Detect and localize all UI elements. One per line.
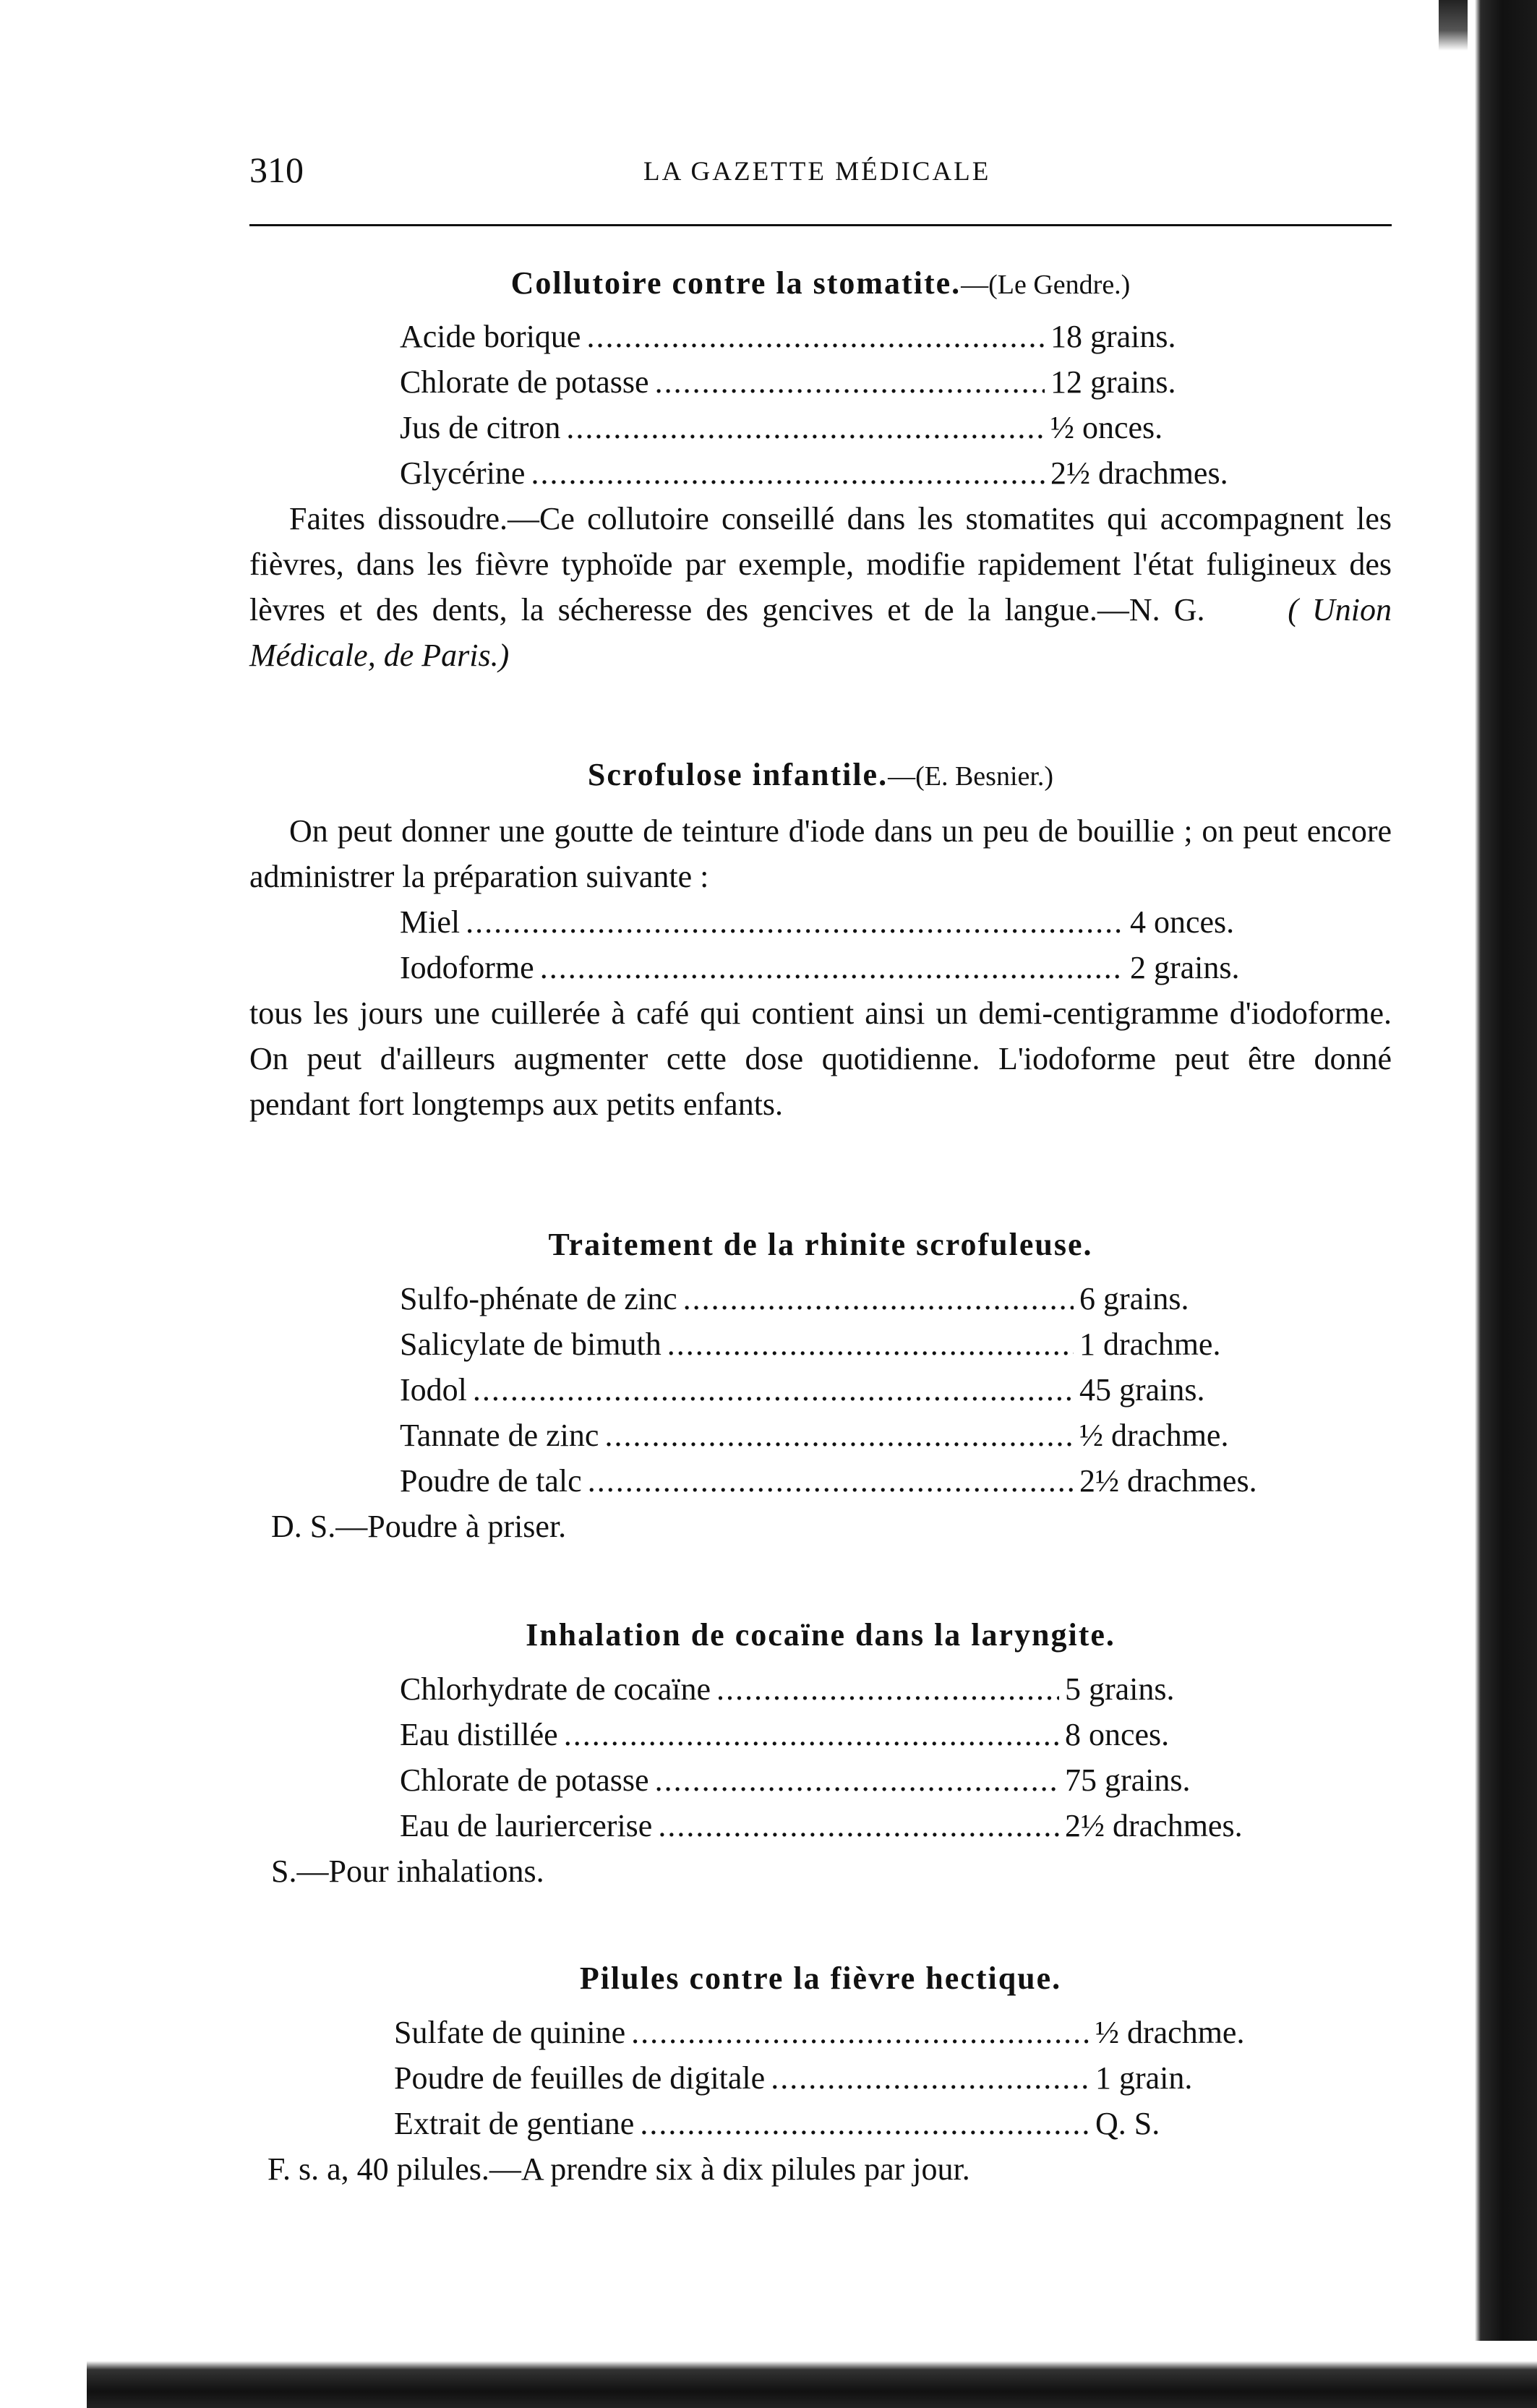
ingredient-name: Chlorhydrate de cocaïne (400, 1671, 711, 1707)
ingredient-name: Jus de citron (400, 410, 561, 445)
section-body: S.—Pour inhalations. (271, 1854, 544, 1889)
ingredient-qty: 12 grains. (1050, 364, 1176, 400)
title-attribution: —(E. Besnier.) (888, 761, 1054, 792)
body-text: Faites dissoudre.—Ce collutoire conseillé dans les stomatites qui accompagnent les fièvres, dans les fièvre typhoïde par exemple, modifie rapidement l'état fuligineux des lèvres et des dents, la sécheresse des gencives et de la langue.—N. G. (249, 501, 1392, 627)
ingredient-row (394, 2010, 1283, 2055)
leader-dots (667, 1321, 1074, 1367)
leader-dots (631, 2010, 1089, 2055)
ingredient-name: Salicylate de bimuth (400, 1327, 662, 1362)
title-attribution: —(Le Gendre.) (961, 270, 1131, 300)
ingredient-name: Chlorate de potasse (400, 1762, 649, 1798)
ingredient-name: Poudre de talc (400, 1463, 582, 1499)
leader-dots (473, 1367, 1074, 1413)
leader-dots (683, 1276, 1074, 1321)
leader-dots (640, 2101, 1089, 2146)
section-intro: On peut donner une goutte de teinture d'iode dans un peu de bouillie ; on peut encore administrer la préparation suivante : (249, 813, 1392, 894)
section-body: D. S.—Poudre à priser. (271, 1509, 567, 1544)
title-text: Collutoire contre la stomatite. (510, 265, 962, 301)
source-citation: ( Union Médicale, de Paris.) (249, 592, 1392, 673)
section-title (249, 260, 1392, 308)
ingredient-row (400, 1803, 1289, 1848)
ingredient-qty: 8 onces. (1065, 1717, 1170, 1752)
leader-dots (586, 314, 1045, 359)
ingredient-qty: 2½ drachmes. (1079, 1463, 1257, 1499)
ingredient-row (400, 1757, 1289, 1803)
section-pilules (249, 1955, 1392, 2192)
ingredient-name: Poudre de feuilles de digitale (394, 2060, 766, 2096)
ingredient-list (400, 1276, 1289, 1504)
scan-edge-right (1459, 0, 1537, 2408)
section-title: Inhalation de cocaïne dans la laryngite. (526, 1617, 1116, 1653)
ingredient-qty: ½ drachme. (1095, 2015, 1245, 2050)
ingredient-row (400, 405, 1289, 450)
ingredient-row (400, 1276, 1289, 1321)
section-body: F. s. a, 40 pilules.—A prendre six à dix pilules par jour. (267, 2151, 970, 2187)
ingredient-row (394, 2101, 1283, 2146)
ingredient-row (400, 1413, 1289, 1458)
leader-dots (540, 945, 1124, 990)
leader-dots (655, 359, 1045, 405)
ingredient-qty: 1 drachme. (1079, 1327, 1221, 1362)
section-scrofulose (249, 752, 1392, 1127)
leader-dots (716, 1666, 1059, 1712)
ingredient-row (400, 1712, 1289, 1757)
section-title (249, 752, 1392, 800)
running-head: LA GAZETTE MÉDICALE (643, 157, 991, 187)
ingredient-qty: 1 grain. (1095, 2060, 1193, 2096)
page-number: 310 (249, 150, 304, 190)
ingredient-row (400, 1321, 1289, 1367)
leader-dots (604, 1413, 1074, 1458)
page-header (249, 148, 1392, 199)
ingredient-name: Iodol (400, 1372, 467, 1407)
ingredient-qty: 5 grains. (1065, 1671, 1175, 1707)
title-text: Scrofulose infantile. (587, 757, 889, 792)
ingredient-row (400, 450, 1289, 496)
ingredient-name: Iodoforme (400, 950, 534, 985)
header-rule (249, 224, 1392, 226)
ingredient-qty: ½ drachme. (1079, 1418, 1229, 1453)
scan-edge-bottom (87, 2341, 1537, 2408)
section-title: Pilules contre la fièvre hectique. (579, 1961, 1062, 1996)
ingredient-row (400, 1458, 1289, 1504)
ingredient-qty: 4 onces. (1130, 904, 1235, 940)
leader-dots (564, 1712, 1059, 1757)
section-body: tous les jours une cuillerée à café qui contient ainsi un demi-centigramme d'iodoforme. On peut d'ailleurs augmenter cette dose quotidienne. L'iodoforme peut être donné pendant fort longtemps aux petits enfants. (249, 995, 1392, 1122)
ingredient-list (400, 1666, 1289, 1848)
ingredient-name: Chlorate de potasse (400, 364, 649, 400)
ingredient-row (400, 359, 1289, 405)
ingredient-qty: 75 grains. (1065, 1762, 1191, 1798)
ingredient-row (400, 1666, 1289, 1712)
section-collutoire (249, 260, 1392, 678)
ingredient-name: Miel (400, 904, 461, 940)
ingredient-name: Eau distillée (400, 1717, 558, 1752)
ingredient-qty: 6 grains. (1079, 1281, 1189, 1316)
leader-dots (466, 899, 1124, 945)
ingredient-name: Extrait de gentiane (394, 2106, 635, 2141)
ingredient-list (400, 314, 1289, 496)
ingredient-qty: 2 grains. (1130, 950, 1240, 985)
ingredient-name: Acide borique (400, 319, 581, 354)
ingredient-list (400, 899, 1289, 990)
ingredient-qty: 18 grains. (1050, 319, 1176, 354)
ingredient-qty: 45 grains. (1079, 1372, 1205, 1407)
ingredient-row (400, 945, 1289, 990)
ingredient-row (394, 2055, 1283, 2101)
ingredient-qty: 2½ drachmes. (1050, 455, 1228, 491)
scan-edge-corner (1439, 0, 1468, 51)
leader-dots (531, 450, 1045, 496)
ingredient-name: Sulfo-phénate de zinc (400, 1281, 677, 1316)
ingredient-row (400, 899, 1289, 945)
section-title: Traitement de la rhinite scrofuleuse. (548, 1227, 1093, 1262)
leader-dots (588, 1458, 1074, 1504)
section-cocaine (249, 1612, 1392, 1894)
ingredient-qty: ½ onces. (1050, 410, 1163, 445)
ingredient-qty: Q. S. (1095, 2106, 1160, 2141)
leader-dots (655, 1757, 1059, 1803)
leader-dots (658, 1803, 1059, 1848)
ingredient-list (394, 2010, 1283, 2146)
section-rhinite (249, 1222, 1392, 1549)
leader-dots (771, 2055, 1089, 2101)
ingredient-row (400, 1367, 1289, 1413)
ingredient-name: Tannate de zinc (400, 1418, 599, 1453)
ingredient-row (400, 314, 1289, 359)
ingredient-name: Glycérine (400, 455, 526, 491)
section-body (249, 496, 1392, 678)
ingredient-name: Sulfate de quinine (394, 2015, 626, 2050)
ingredient-qty: 2½ drachmes. (1065, 1808, 1243, 1843)
ingredient-name: Eau de lauriercerise (400, 1808, 653, 1843)
leader-dots (566, 405, 1045, 450)
